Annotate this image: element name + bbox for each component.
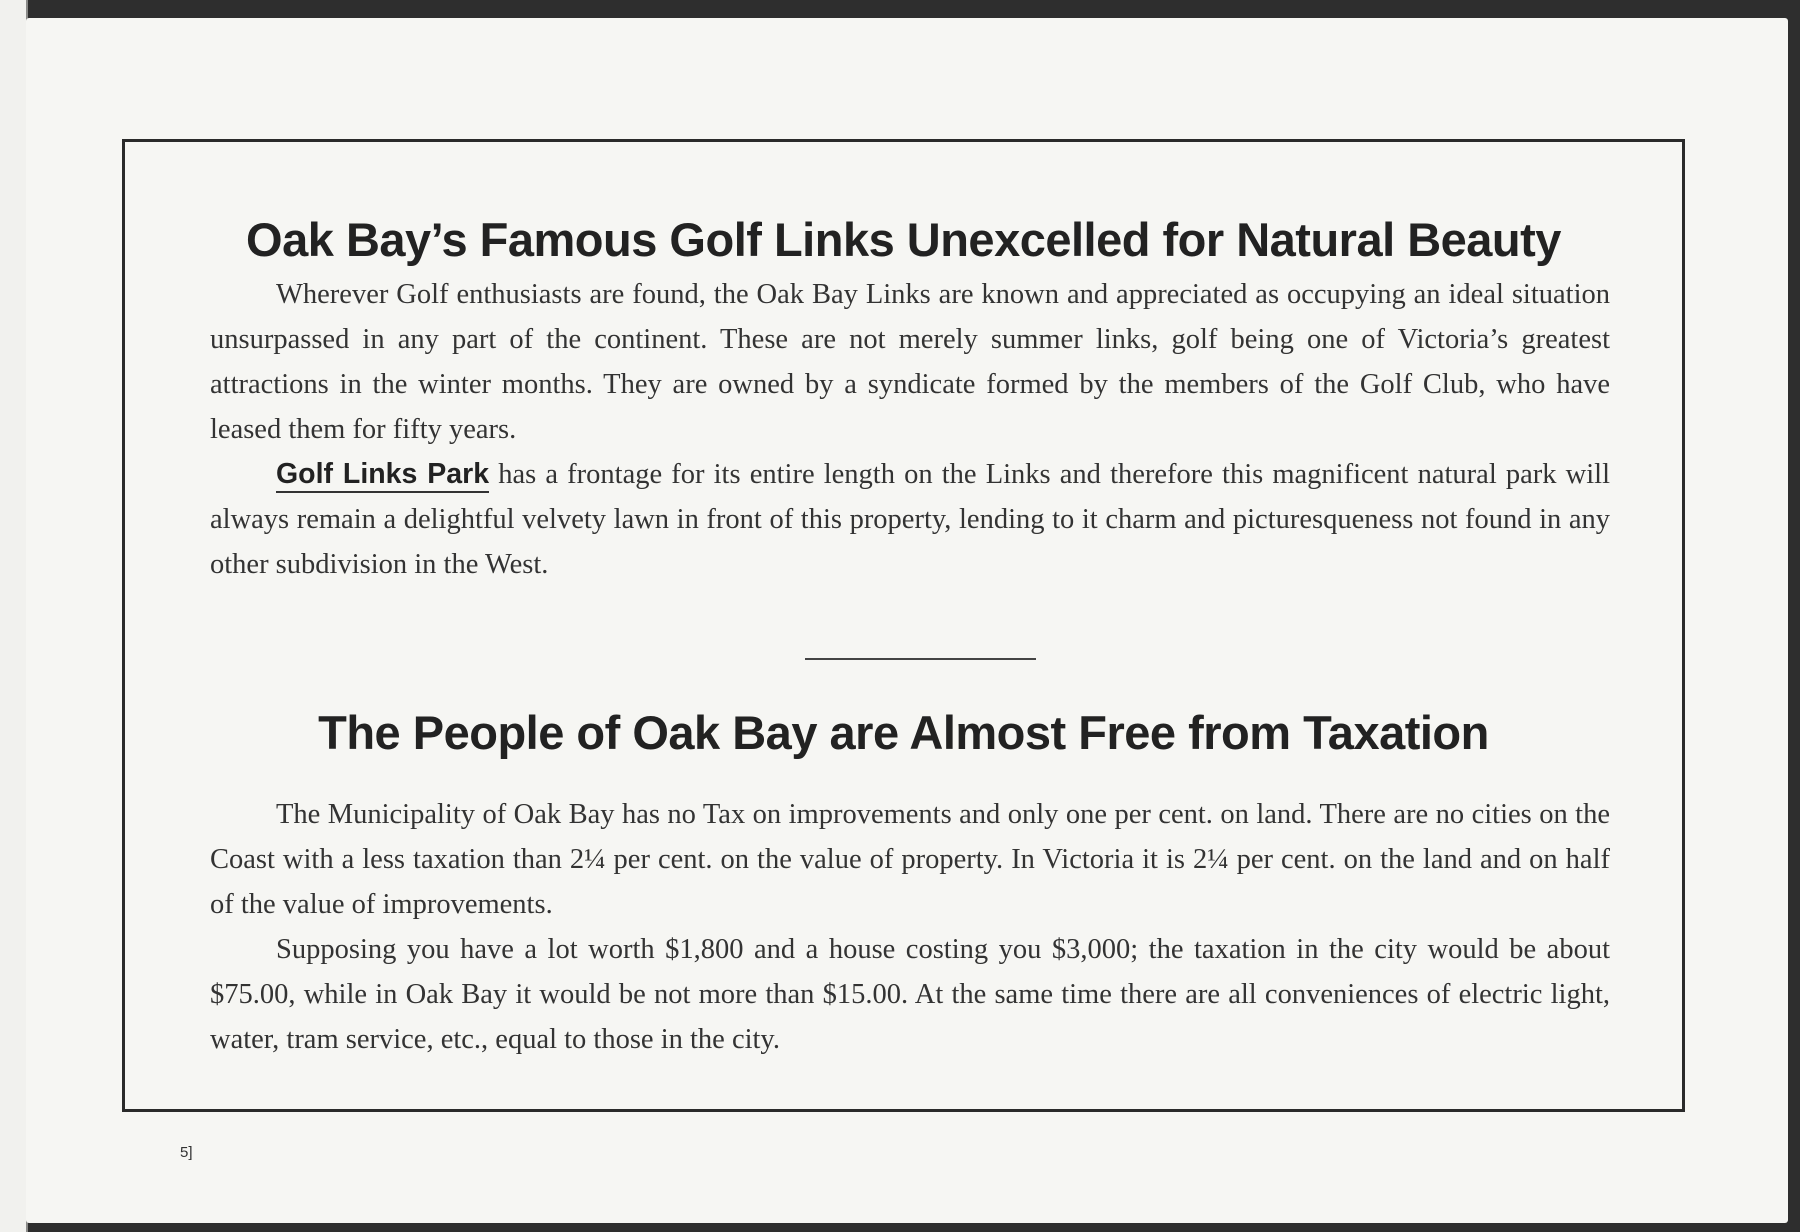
page-binding-edge	[0, 0, 28, 1232]
taxation-heading: The People of Oak Bay are Almost Free from Taxation	[318, 706, 1489, 759]
content-frame	[122, 139, 1685, 1112]
golf-links-park-name: Golf Links Park	[276, 458, 489, 493]
taxation-text	[210, 792, 1610, 1062]
golf-links-paragraph-1: Wherever Golf enthusiasts are found, the Oak Bay Links are known and appreciated as occupying an ideal situation unsurpassed in any part of the continent. These are not merely summer links, golf being one of Victoria’s greatest attractions in the winter months. They are owned by a syndicate formed by the members of the Golf Club, who have leased them for fifty years.	[210, 279, 1610, 445]
taxation-paragraph-1: The Municipality of Oak Bay has no Tax on improvements and only one per cent. on land. There are no cities on the Coast with a less taxation than 2¼ per cent. on the value of property. In Victoria it is 2¼ per cent. on the land and on half of the value of improvements.	[210, 799, 1610, 920]
taxation-paragraph-2: Supposing you have a lot worth $1,800 and a house costing you $3,000; the taxation in the city would be about $75.00, while in Oak Bay it would be not more than $15.00. At the same time there are all conveniences of electric light, water, tram service, etc., equal to those in the city.	[210, 934, 1610, 1055]
section-divider	[805, 658, 1036, 660]
golf-links-text	[210, 272, 1610, 587]
golf-links-paragraph-2	[210, 452, 1610, 587]
page-number: 5]	[180, 1144, 193, 1161]
golf-links-paragraph-2-text: has a frontage for its entire length on the Links and therefore this magnificent natural park will always remain a delightful velvety lawn in front of this property, lending to it charm and picturesqueness not found in any other subdivision in the West.	[210, 459, 1611, 580]
document-page	[26, 18, 1788, 1223]
golf-links-heading: Oak Bay’s Famous Golf Links Unexcelled for Natural Beauty	[246, 213, 1561, 266]
